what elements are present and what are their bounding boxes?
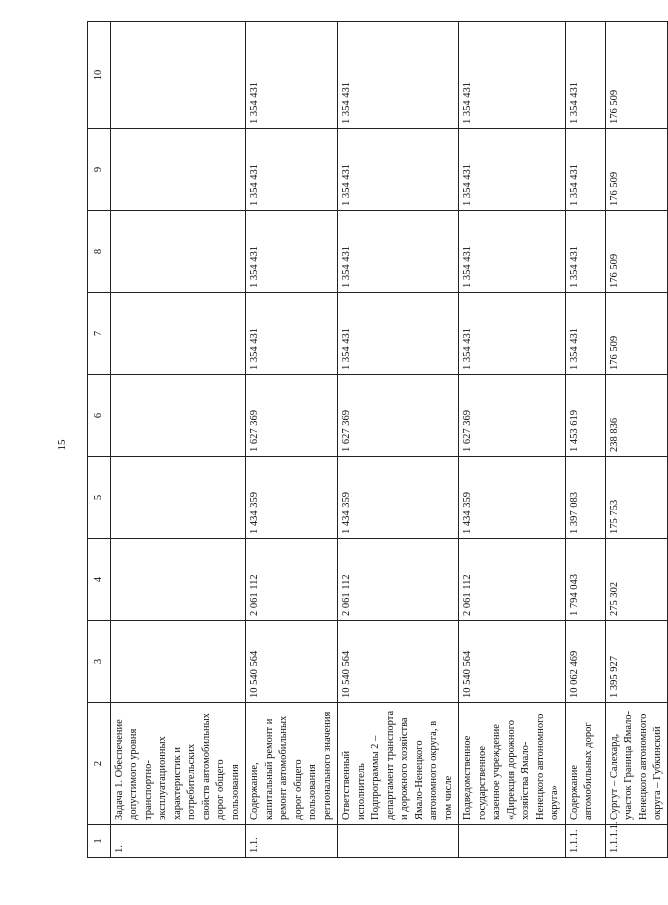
table-row: [459, 22, 565, 858]
row-code: 1.1.1.: [565, 825, 605, 858]
row-name: Сургут – Салехард, участок Граница Ямало-Ненецкого автономного округа – Губкинский: [605, 703, 668, 825]
col-header: 4: [88, 539, 111, 621]
col-header: 7: [88, 293, 111, 375]
cell-value: 1 354 431: [565, 129, 605, 211]
row-name: Содержание автомобильных дорог: [565, 703, 605, 825]
table-row: [111, 22, 246, 858]
row-name: Подведомственное государственное казенное учреждение «Дирекция дорожного хозяйства Ямало-Ненецкого автономного округа»: [459, 703, 565, 825]
cell-value: 2 061 112: [246, 539, 338, 621]
cell-value: 176 509: [605, 129, 668, 211]
cell-value: 1 395 927: [605, 621, 668, 703]
col-header: 9: [88, 129, 111, 211]
col-header: 5: [88, 457, 111, 539]
cell-value: 1 453 619: [565, 375, 605, 457]
cell-value: 1 354 431: [338, 22, 459, 129]
table-row: [565, 22, 605, 858]
cell-value: 1 354 431: [565, 293, 605, 375]
cell-value: 1 794 043: [565, 539, 605, 621]
cell-value: 238 836: [605, 375, 668, 457]
row-code: [459, 825, 565, 858]
table-row: [338, 22, 459, 858]
cell-value: [111, 621, 246, 703]
cell-value: 1 627 369: [246, 375, 338, 457]
cell-value: 1 627 369: [459, 375, 565, 457]
cell-value: 1 434 359: [246, 457, 338, 539]
cell-value: 1 434 359: [338, 457, 459, 539]
row-name: Содержание, капитальный ремонт и ремонт автомобильных дорог общего пользования регионального значения: [246, 703, 338, 825]
cell-value: [111, 129, 246, 211]
row-code: 1.1.: [246, 825, 338, 858]
budget-table-page: [87, 22, 663, 858]
table-row: [605, 22, 668, 858]
cell-value: 1 434 359: [459, 457, 565, 539]
cell-value: [111, 293, 246, 375]
cell-value: 1 354 431: [338, 129, 459, 211]
cell-value: 1 354 431: [246, 293, 338, 375]
cell-value: 10 062 469: [565, 621, 605, 703]
row-code: 1.: [111, 825, 246, 858]
col-header: 6: [88, 375, 111, 457]
cell-value: 1 354 431: [246, 211, 338, 293]
cell-value: 1 354 431: [565, 211, 605, 293]
cell-value: 1 354 431: [459, 22, 565, 129]
cell-value: 1 354 431: [246, 22, 338, 129]
cell-value: 10 540 564: [459, 621, 565, 703]
row-code: 1.1.1.1.: [605, 825, 668, 858]
col-header: 3: [88, 621, 111, 703]
cell-value: 1 354 431: [338, 211, 459, 293]
cell-value: 176 509: [605, 293, 668, 375]
col-header: 8: [88, 211, 111, 293]
cell-value: 175 753: [605, 457, 668, 539]
cell-value: 10 540 564: [338, 621, 459, 703]
col-header: 2: [88, 703, 111, 825]
budget-table: [87, 21, 668, 858]
cell-value: 176 509: [605, 22, 668, 129]
table-row: [246, 22, 338, 858]
cell-value: 10 540 564: [246, 621, 338, 703]
row-name: Задача 1. Обеспечение допустимого уровня транспортно-эксплуатационных характеристик и потребительских свойств автомобильных дорог общего пользования: [111, 703, 246, 825]
cell-value: 1 354 431: [459, 211, 565, 293]
cell-value: [111, 375, 246, 457]
header-row: [88, 22, 111, 858]
cell-value: 2 061 112: [338, 539, 459, 621]
cell-value: 176 509: [605, 211, 668, 293]
cell-value: 1 354 431: [338, 293, 459, 375]
page-number: 15: [56, 439, 68, 451]
cell-value: 1 354 431: [459, 293, 565, 375]
cell-value: 1 354 431: [459, 129, 565, 211]
cell-value: 275 302: [605, 539, 668, 621]
cell-value: [111, 539, 246, 621]
cell-value: 1 354 431: [246, 129, 338, 211]
row-name: Ответственный исполнитель Подпрограммы 2 – департамент транспорта и дорожного хозяйства Ямало-Ненецкого автономного округа, в том числе: [338, 703, 459, 825]
cell-value: 1 397 083: [565, 457, 605, 539]
col-header: 10: [88, 22, 111, 129]
cell-value: 1 627 369: [338, 375, 459, 457]
cell-value: 1 354 431: [565, 22, 605, 129]
row-code: [338, 825, 459, 858]
cell-value: 2 061 112: [459, 539, 565, 621]
col-header: 1: [88, 825, 111, 858]
cell-value: [111, 22, 246, 129]
cell-value: [111, 457, 246, 539]
cell-value: [111, 211, 246, 293]
